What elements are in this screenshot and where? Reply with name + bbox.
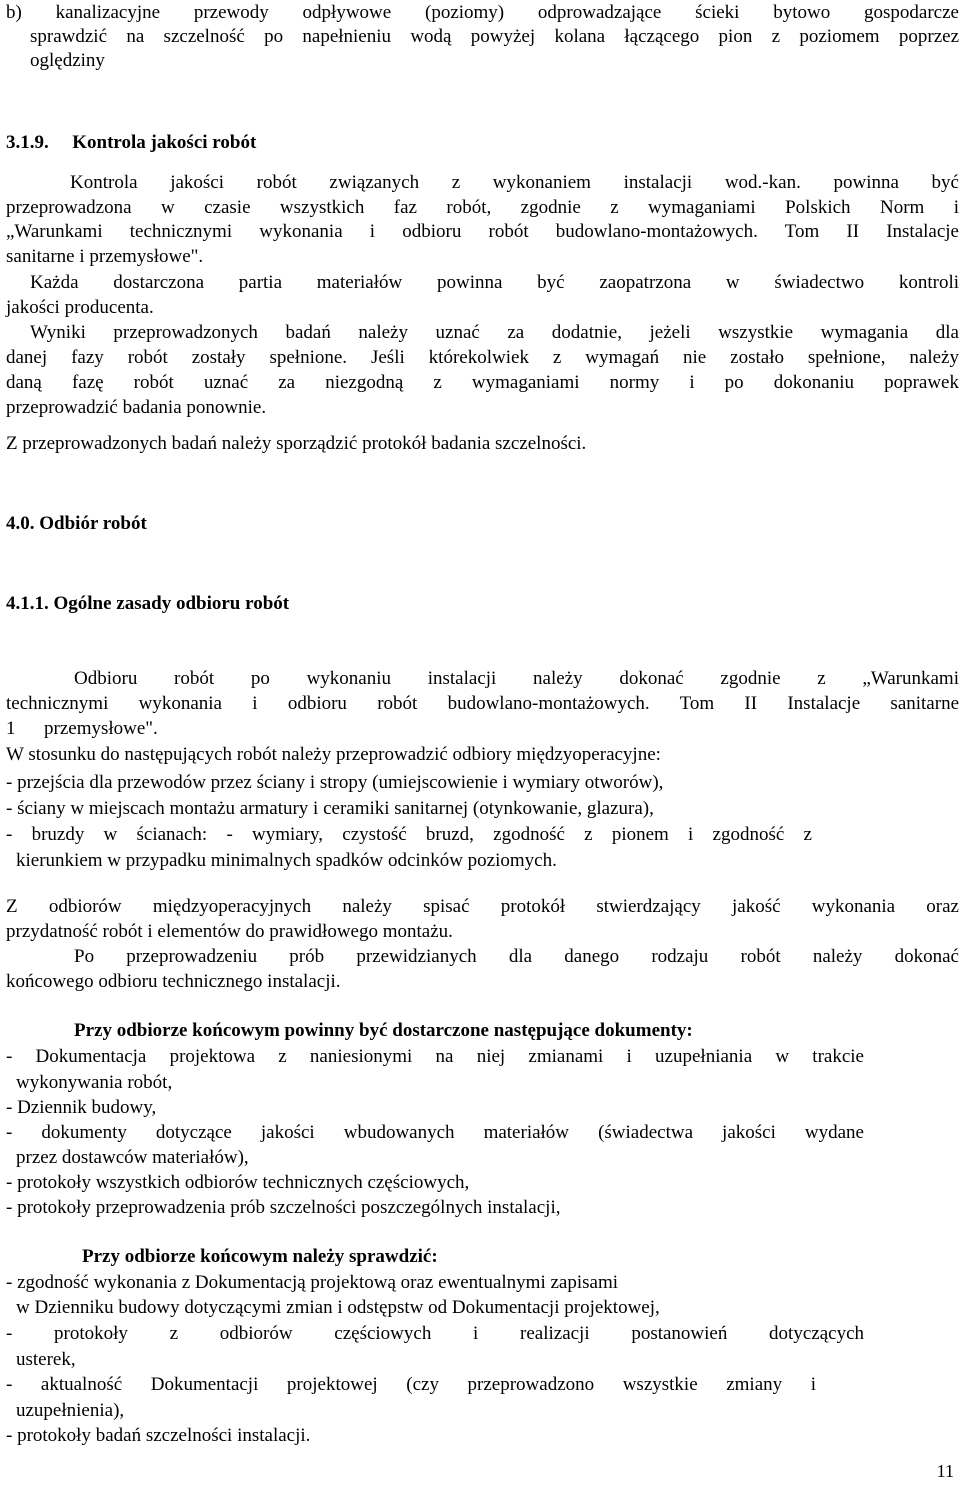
paragraph-line: Odbioru robót po wykonaniu instalacji należy dokonać zgodnie z „Warunkami — [74, 668, 959, 689]
paragraph-line: technicznymi wykonania i odbioru robót budowlano-montażowych. Tom II Instalacje sanitarne — [6, 693, 959, 714]
list-item: usterek, — [16, 1349, 76, 1370]
list-item: w Dzienniku budowy dotyczącymi zmian i odstępstw od Dokumentacji projektowej, — [16, 1297, 660, 1318]
paragraph-line: daną fazę robót uznać za niezgodną z wymaganiami normy i po dokonaniu poprawek — [6, 372, 959, 393]
paragraph-line: Z przeprowadzonych badań należy sporządzić protokół badania szczelności. — [6, 433, 587, 454]
list-item: - ściany w miejscach montażu armatury i ceramiki sanitarnej (otynkowanie, glazura), — [6, 798, 654, 819]
paragraph-line: „Warunkami technicznymi wykonania i odbioru robót budowlano-montażowych. Tom II Instalacje — [6, 221, 959, 242]
paragraph-line: przeprowadzić badania ponownie. — [6, 397, 267, 418]
paragraph-line: Każda dostarczona partia materiałów powinna być zaopatrzona w świadectwo kontroli — [30, 272, 959, 293]
paragraph-line: Kontrola jakości robót związanych z wykonaniem instalacji wod.-kan. powinna być — [70, 172, 959, 193]
list-item: - dokumenty dotyczące jakości wbudowanych materiałów (świadectwa jakości wydane — [6, 1122, 864, 1143]
paragraph-line: 1 przemysłowe". — [6, 718, 158, 739]
list-item: wykonywania robót, — [16, 1072, 173, 1093]
list-item: uzupełnienia), — [16, 1400, 125, 1421]
list-item: kierunkiem w przypadku minimalnych spadków odcinków poziomych. — [16, 850, 557, 871]
paragraph-line: jakości producenta. — [6, 297, 154, 318]
paragraph-line: W stosunku do następujących robót należy przeprowadzić odbiory międzyoperacyjne: — [6, 744, 661, 765]
section-heading: 4.0. Odbiór robót — [6, 513, 147, 534]
list-item: przez dostawców materiałów), — [16, 1147, 249, 1168]
heading-number: 3.1.9. — [6, 132, 49, 153]
list-item: - Dziennik budowy, — [6, 1097, 157, 1118]
page-number: 11 — [936, 1461, 954, 1481]
list-item: - Dokumentacja projektowa z naniesionymi na niej zmianami i uzupełniania w trakcie — [6, 1046, 864, 1067]
section-heading: 4.1.1. Ogólne zasady odbioru robót — [6, 593, 290, 614]
section-heading: Przy odbiorze końcowym powinny być dostarczone następujące dokumenty: — [74, 1020, 693, 1041]
heading-title: Kontrola jakości robót — [72, 132, 257, 153]
section-b-line: b) kanalizacyjne przewody odpływowe (poziomy) odprowadzające ścieki bytowo gospodarcze — [6, 2, 959, 23]
list-item: - przejścia dla przewodów przez ściany i stropy (umiejscowienie i wymiary otworów), — [6, 772, 664, 793]
paragraph-line: Wyniki przeprowadzonych badań należy uznać za dodatnie, jeżeli wszystkie wymagania dla — [30, 322, 959, 343]
list-item: - protokoły z odbiorów częściowych i realizacji postanowień dotyczących — [6, 1323, 864, 1344]
paragraph-line: przydatność robót i elementów do prawidłowego montażu. — [6, 921, 453, 942]
paragraph-line: przeprowadzona w czasie wszystkich faz robót, zgodnie z wymaganiami Polskich Norm i — [6, 197, 959, 218]
list-item: - bruzdy w ścianach: - wymiary, czystość bruzd, zgodność z pionem i zgodność z — [6, 824, 812, 845]
paragraph-line: Po przeprowadzeniu prób przewidzianych dla danego rodzaju robót należy dokonać — [74, 946, 959, 967]
paragraph-line: końcowego odbioru technicznego instalacji. — [6, 971, 341, 992]
paragraph-line: sanitarne i przemysłowe". — [6, 246, 204, 267]
list-item: - protokoły badań szczelności instalacji. — [6, 1425, 311, 1446]
section-b-line: oględziny — [30, 50, 105, 71]
list-item: - aktualność Dokumentacji projektowej (czy przeprowadzono wszystkie zmiany i — [6, 1374, 816, 1395]
list-item: - zgodność wykonania z Dokumentacją projektową oraz ewentualnymi zapisami — [6, 1272, 619, 1293]
list-item: - protokoły przeprowadzenia prób szczelności poszczególnych instalacji, — [6, 1197, 561, 1218]
section-heading: Przy odbiorze końcowym należy sprawdzić: — [82, 1246, 438, 1267]
section-b-line: sprawdzić na szczelność po napełnieniu wodą powyżej kolana łączącego pion z poziomem poprzez — [30, 26, 959, 47]
paragraph-line: danej fazy robót zostały spełnione. Jeśli którekolwiek z wymagań nie zostało spełnione, należy — [6, 347, 959, 368]
paragraph-line: Z odbiorów międzyoperacyjnych należy spisać protokół stwierdzający jakość wykonania oraz — [6, 896, 959, 917]
list-item: - protokoły wszystkich odbiorów technicznych częściowych, — [6, 1172, 470, 1193]
section-heading — [6, 131, 959, 155]
